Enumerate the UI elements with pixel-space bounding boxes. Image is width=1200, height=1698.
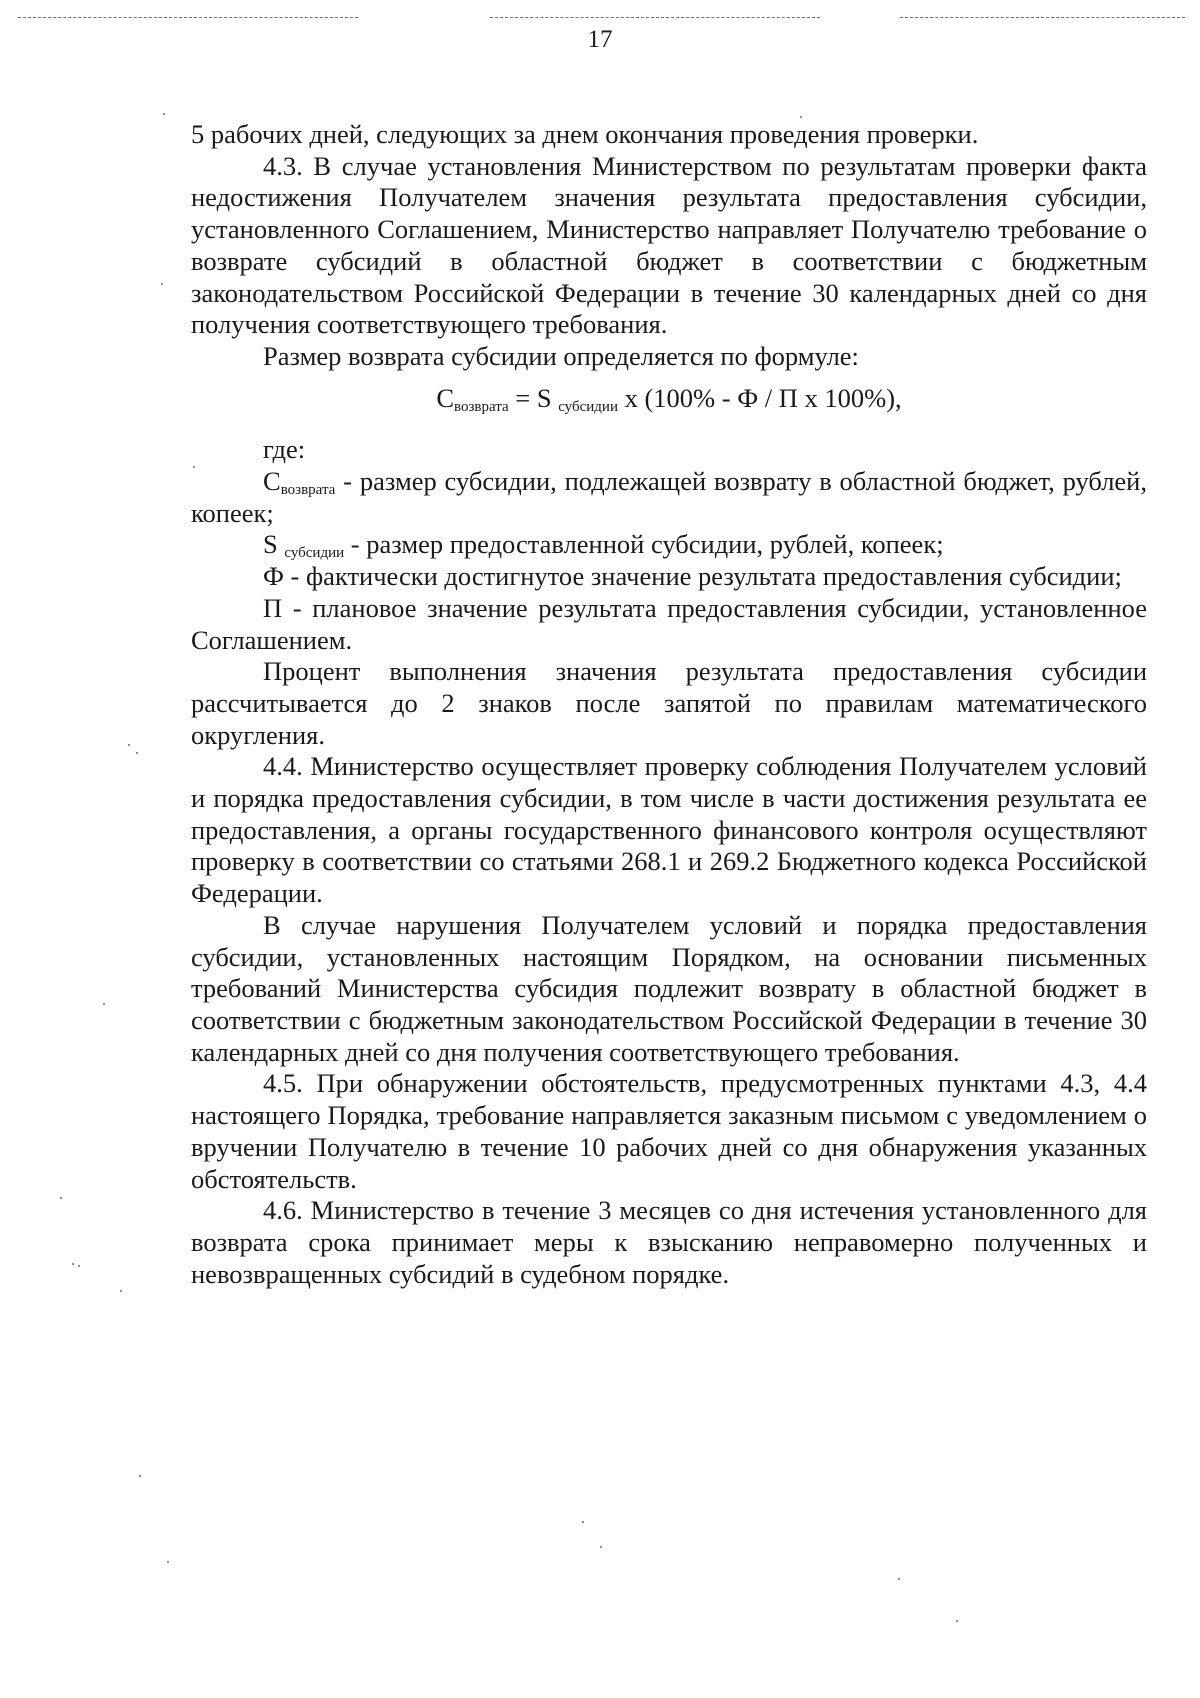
definition-s-symbol: S <box>263 529 285 560</box>
scan-speck <box>139 1475 141 1477</box>
definition-c-symbol: С <box>263 466 281 497</box>
formula-c-symbol: С <box>436 382 454 413</box>
formula-equals: = S <box>508 382 559 413</box>
scan-speck <box>120 1290 122 1292</box>
definition-s-text: - размер предоставленной субсидии, рублей, копеек; <box>344 529 944 560</box>
where-label: где: <box>263 434 306 465</box>
scan-edge-line <box>490 17 820 18</box>
scan-speck <box>956 1620 958 1622</box>
definition-c-text: - размер субсидии, подлежащей возврату в областной бюджет, рублей, копеек; <box>191 466 1147 528</box>
scan-speck <box>600 1546 602 1548</box>
definition-s-subscript: субсидии <box>284 545 345 562</box>
scan-edge-line <box>900 17 1185 18</box>
scan-speck <box>128 744 130 746</box>
formula-intro: Размер возврата субсидии определяется по формуле: <box>263 340 859 371</box>
paragraph-percent: Процент выполнения значения результата предоставления субсидии рассчитывается до 2 знаков после запятой по правилам математического округления. <box>191 656 1147 750</box>
paragraph: 5 рабочих дней, следующих за днем окончания проведения проверки. <box>191 119 979 149</box>
scan-speck <box>78 1265 80 1267</box>
definition-p: П - плановое значение результата предоставления субсидии, установленное Соглашением. <box>191 592 1147 655</box>
scan-speck <box>163 113 165 115</box>
definition-f: Ф - фактически достигнутое значение результата предоставления субсидии; <box>263 561 1122 592</box>
scan-speck <box>60 1197 62 1199</box>
scan-speck <box>582 1521 584 1523</box>
return-formula <box>191 383 1147 415</box>
paragraph-4-6: 4.6. Министерство в течение 3 месяцев со дня истечения установленного для возврата срока принимает меры к взысканию неправомерно полученных и невозвращенных субсидий в судебном порядке. <box>191 1195 1147 1289</box>
scan-speck <box>161 283 163 285</box>
scan-speck <box>167 1561 169 1563</box>
scan-speck <box>72 1263 74 1265</box>
page-number: 17 <box>587 26 613 53</box>
document-body <box>191 119 1147 1290</box>
scan-speck <box>136 752 138 754</box>
scan-speck <box>103 1003 105 1005</box>
formula-s-subscript: субсидии <box>558 398 618 415</box>
paragraph-violation: В случае нарушения Получателем условий и порядка предоставления субсидии, установленных настоящим Порядком, на основании письменных требований Министерства субсидия подлежит возврату в областной бюджет в соответствии с бюджетным законодательством Российской Федерации в течение 30 календарных дней со дня получения соответствующего требования. <box>191 909 1147 1067</box>
scan-speck <box>898 1578 900 1580</box>
paragraph-4-4: 4.4. Министерство осуществляет проверку соблюдения Получателем условий и порядка предоставления субсидии, в том числе в части достижения результата ее предоставления, а органы государственного финансового контроля осуществляют проверку в соответствии со статьями 268.1 и 269.2 Бюджетного кодекса Российской Федерации. <box>191 751 1147 909</box>
definition-c-subscript: возврата <box>280 482 336 499</box>
formula-expression: х (100% - Ф / П х 100%), <box>617 382 902 413</box>
paragraph-4-3: 4.3. В случае установления Министерством по результатам проверки факта недостижения Получателем значения результата предоставления субсидии, установленного Соглашением, Министерство направляет Получателю требование о возврате субсидий в областной бюджет в соответствии с бюджетным законодательством Российской Федерации в течение 30 календарных дней со дня получения соответствующего требования. <box>191 150 1147 340</box>
formula-c-subscript: возврата <box>454 398 509 415</box>
scan-speck <box>800 116 802 118</box>
paragraph-4-5: 4.5. При обнаружении обстоятельств, предусмотренных пунктами 4.3, 4.4 настоящего Порядка, требование направляется заказным письмом с уведомлением о вручении Получателю в течение 10 рабочих дней со дня обнаружения указанных обстоятельств. <box>191 1068 1147 1194</box>
definition-c <box>191 466 1147 529</box>
definition-s <box>191 529 1147 561</box>
scan-edge-line <box>18 17 358 18</box>
